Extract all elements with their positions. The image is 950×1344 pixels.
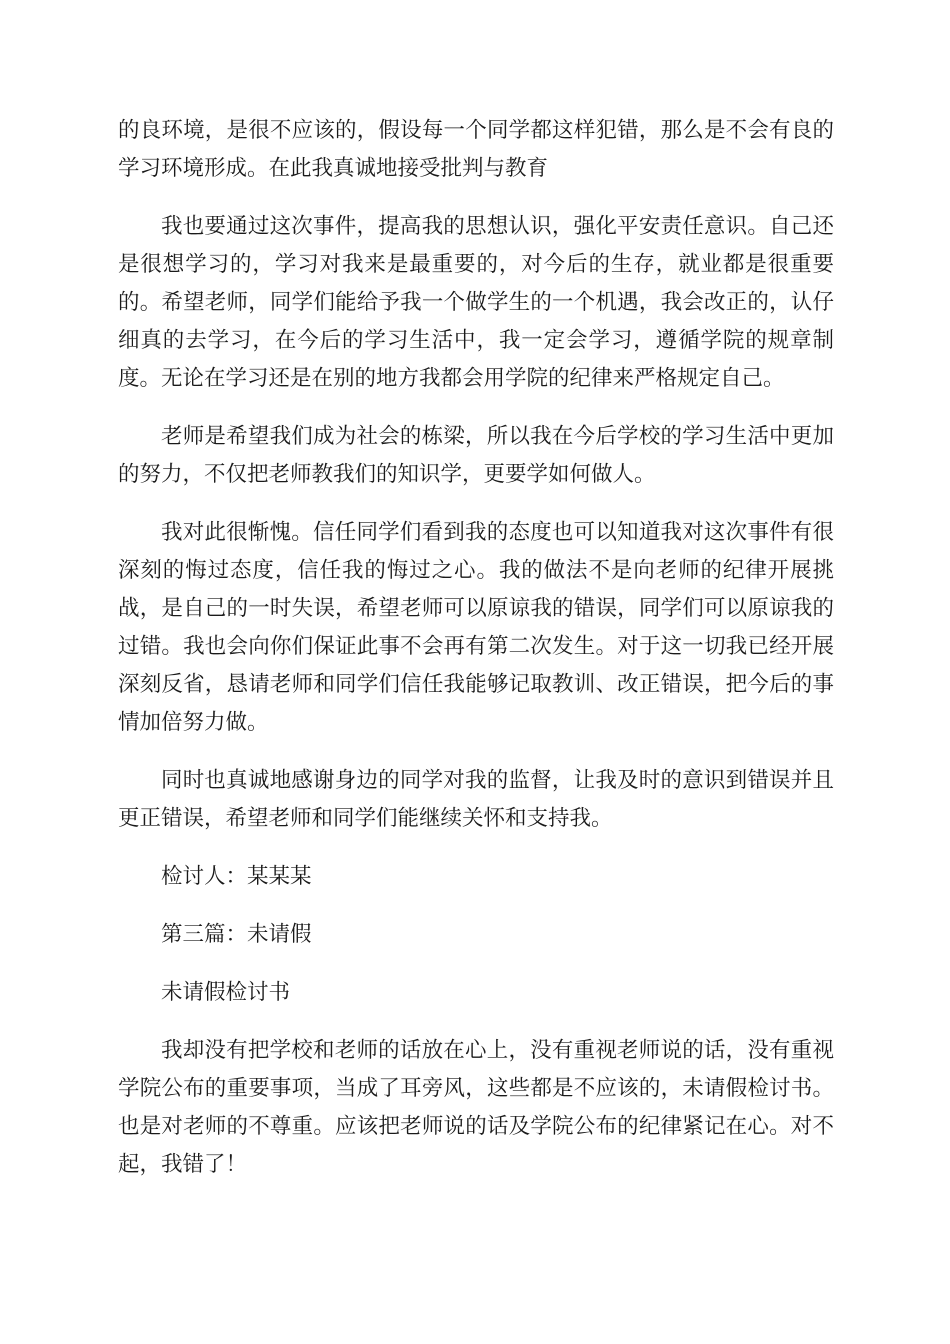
paragraph-2: 我也要通过这次事件，提高我的思想认识，强化平安责任意识。自己还是很想学习的，学习对我来是最重要的，对今后的生存，就业都是很重要的。希望老师，同学们能给予我一个做学生的一个机遇，我会改正的，认仔细真的去学习，在今后的学习生活中，我一定会学习，遵循学院的规章制度。无论在学习还是在别的地方我都会用学院的纪律来严格规定自己。 (118, 214, 834, 391)
document-body (118, 112, 834, 1204)
paragraph-3: 老师是希望我们成为社会的栋梁，所以我在今后学校的学习生活中更加的努力，不仅把老师教我们的知识学，更要学如何做人。 (118, 424, 834, 487)
document-title: 未请假检讨书 (161, 980, 291, 1005)
paragraph-1: 的良环境，是很不应该的，假设每一个同学都这样犯错，那么是不会有良的学习环境形成。在此我真诚地接受批判与教育 (118, 118, 834, 181)
paragraph-6: 我却没有把学校和老师的话放在心上，没有重视老师说的话，没有重视学院公布的重要事项，当成了耳旁风，这些都是不应该的，未请假检讨书。也是对老师的不尊重。应该把老师说的话及学院公布的纪律紧记在心。对不起，我错了！ (118, 1038, 834, 1177)
paragraph-5: 同时也真诚地感谢身边的同学对我的监督，让我及时的意识到错误并且更正错误，希望老师和同学们能继续关怀和支持我。 (118, 768, 834, 831)
section-heading: 第三篇：未请假 (161, 922, 312, 947)
paragraph-4: 我对此很惭愧。信任同学们看到我的态度也可以知道我对这次事件有很深刻的悔过态度，信任我的悔过之心。我的做法不是向老师的纪律开展挑战，是自己的一时失误，希望老师可以原谅我的错误，同学们可以原谅我的过错。我也会向你们保证此事不会再有第二次发生。对于这一切我已经开展深刻反省，恳请老师和同学们信任我能够记取教训、改正错误，把今后的事情加倍努力做。 (118, 520, 834, 735)
signature-line: 检讨人：某某某 (161, 864, 312, 889)
